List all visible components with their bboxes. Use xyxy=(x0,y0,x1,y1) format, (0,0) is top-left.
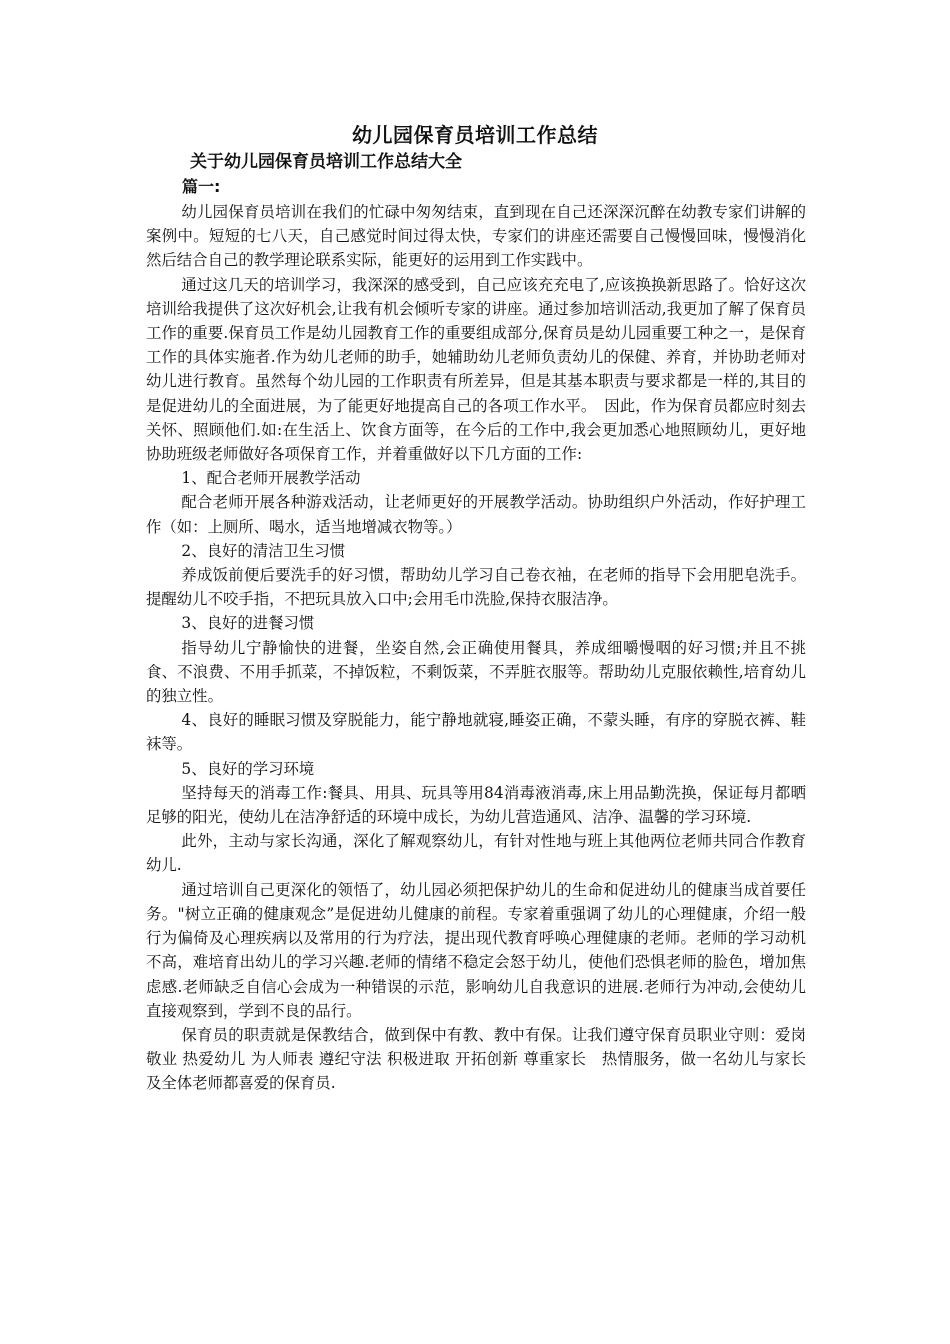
list-heading: 2、良好的清洁卫生习惯 xyxy=(181,541,346,560)
paragraph: 通过这几天的培训学习，我深深的感受到，自己应该充充电了,应该换换新思路了。恰好这次培训给我提供了这次好机会,让我有机会倾听专家的讲座。通过参加培训活动,我更加了解了保育员工作的重要.保育员工作是幼儿园教育工作的重要组成部分,保育员是幼儿园重要工种之一，是保育工作的具体实施者.作为幼儿老师的助手，她辅助幼儿老师负责幼儿的保健、养育，并协助老师对幼儿进行教育。虽然每个幼儿园的工作职责有所差异，但是其基本职责与要求都是一样的,其目的是促进幼儿的全面进展，为了能更好地提高自己的各项工作水平。 因此，作为保育员都应时刻去关怀、照顾他们.如:在生活上、饮食方面等，在今后的工作中,我会更加悉心地照顾幼儿，更好地协助班级老师做好各项保育工作，并着重做好以下几方面的工作: xyxy=(146,275,806,464)
list-heading: 4、良好的睡眠习惯及穿脱能力，能宁静地就寝,睡姿正确，不蒙头睡，有序的穿脱衣裤、鞋袜等。 xyxy=(146,711,806,754)
paragraph: 此外，主动与家长沟通，深化了解观察幼儿，有针对性地与班上其他两位老师共同合作教育幼儿. xyxy=(146,832,806,875)
list-heading: 5、良好的学习环境 xyxy=(181,759,315,778)
list-heading: 3、良好的进餐习惯 xyxy=(181,614,315,633)
paragraph: 坚持每天的消毒工作:餐具、用具、玩具等用84消毒液消毒,床上用品勤洗换，保证每月都晒足够的阳光，使幼儿在洁净舒适的环境中成长，为幼儿营造通风、洁净、温馨的学习环境. xyxy=(146,783,806,827)
paragraph: 幼儿园保育员培训在我们的忙碌中匆匆结束，直到现在自己还深深沉醉在幼教专家们讲解的案例中。短短的七八天，自己感觉时间过得太快，专家们的讲座还需要自己慢慢回味，慢慢消化然后结合自己的教学理论联系实际，能更好的运用到工作实践中。 xyxy=(146,203,806,270)
document-subtitle: 关于幼儿园保育员培训工作总结大全 xyxy=(190,152,462,172)
list-heading: 1、配合老师开展教学活动 xyxy=(181,469,361,488)
section-label: 篇一: xyxy=(182,177,221,196)
paragraph: 配合老师开展各种游戏活动，让老师更好的开展教学活动。协助组织户外活动，作好护理工作（如：上厕所、喝水，适当地增减衣物等。） xyxy=(146,493,806,536)
paragraph: 养成饭前便后要洗手的好习惯，帮助幼儿学习自己卷衣袖，在老师的指导下会用肥皂洗手。提醒幼儿不咬手指，不把玩具放入口中;会用毛巾洗脸,保持衣服洁净。 xyxy=(146,566,806,609)
paragraph: 通过培训自己更深化的领悟了，幼儿园必须把保护幼儿的生命和促进幼儿的健康当成首要任务。"树立正确的健康观念”是促进幼儿健康的前程。专家着重强调了幼儿的心理健康，介绍一般行为偏倚及心理疾病以及常用的行为疗法，提出现代教育呼唤心理健康的老师。老师的学习动机不高，难培育出幼儿的学习兴趣.老师的情绪不稳定会怒于幼儿，使他们恐惧老师的脸色，增加焦虑感.老师缺乏自信心会成为一种错误的示范，影响幼儿自我意识的进展.老师行为冲动,会使幼儿直接观察到，学到不良的品行。 xyxy=(146,880,806,1020)
document-body xyxy=(146,200,806,1096)
document-title: 幼儿园保育员培训工作总结 xyxy=(352,123,598,147)
paragraph: 指导幼儿宁静愉快的进餐，坐姿自然,会正确使用餐具，养成细嚼慢咽的好习惯;并且不挑食、不浪费、不用手抓菜，不掉饭粒，不剩饭菜，不弄脏衣服等。帮助幼儿克服依赖性,培育幼儿的独立性。 xyxy=(146,638,806,706)
paragraph: 保育员的职责就是保教结合，做到保中有教、教中有保。让我们遵守保育员职业守则：爱岗敬业 热爱幼儿 为人师表 遵纪守法 积极进取 开拓创新 尊重家长 热情服务，做一名幼儿与家长及全体老师都喜爱的保育员. xyxy=(146,1025,806,1093)
